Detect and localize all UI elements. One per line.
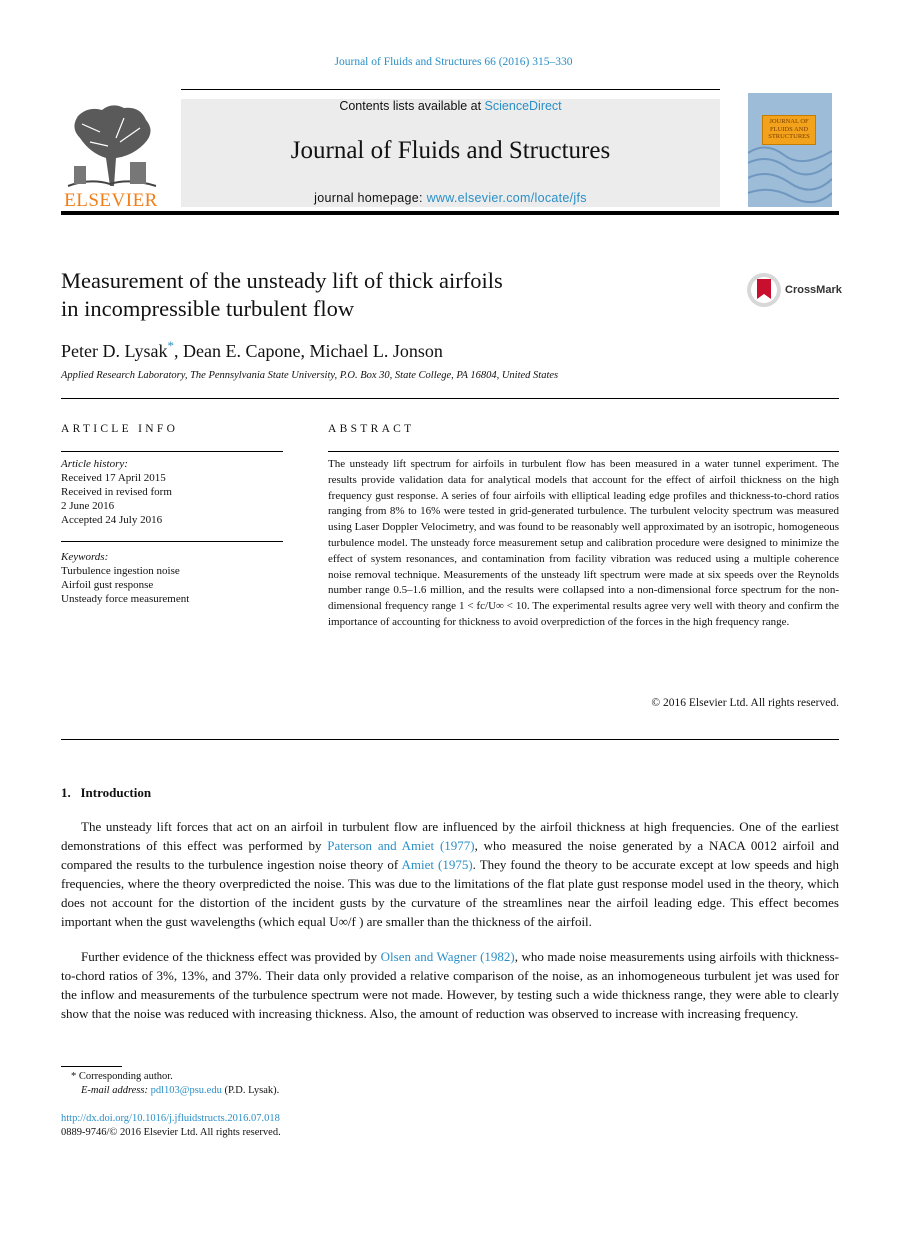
- keywords-label: Keywords:: [61, 551, 109, 563]
- keyword-item: Turbulence ingestion noise: [61, 565, 180, 577]
- citation-link[interactable]: Amiet (1975): [401, 856, 473, 872]
- homepage-link[interactable]: www.elsevier.com/locate/jfs: [426, 191, 587, 205]
- p2-text-b: , who made noise measurements using airfoils with thickness-to-chord ratios of 3%, 13%, and 37%. Their data only provided a relative comparison of the noise, as an inhomogeneous turbulent jet was used for the inflow and measurements of the turbulence spectrum were not made. However, by testing such a wide thickness range, they were able to clearly show that the noise was reduced with increasing thickness. Also, the amount of reduction was observed to increase with increasing frequency.: [61, 949, 840, 1021]
- keywords-rule: [61, 541, 283, 542]
- intro-paragraph-1: [61, 818, 839, 931]
- title-line-2: in incompressible turbulent flow: [61, 296, 355, 321]
- corresponding-note: * Corresponding author.: [71, 1071, 173, 1082]
- crossmark-icon: [746, 272, 782, 308]
- keyword-item: Airfoil gust response: [61, 579, 154, 591]
- title-line-1: Measurement of the unsteady lift of thick airfoils: [61, 268, 503, 293]
- citation-link[interactable]: Paterson and Amiet (1977): [327, 837, 475, 853]
- abstract-rule: [328, 451, 839, 452]
- crossmark-label: CrossMark: [785, 284, 842, 296]
- cover-pattern-icon: [748, 93, 832, 207]
- email-suffix: (P.D. Lysak).: [221, 1085, 280, 1096]
- history-revised: Received in revised form: [61, 486, 172, 498]
- history-label: Article history:: [61, 458, 128, 470]
- doi-link[interactable]: http://dx.doi.org/10.1016/j.jfluidstructs.2016.07.018: [61, 1113, 280, 1124]
- article-title: [61, 267, 503, 323]
- email-link[interactable]: pdl103@psu.edu: [150, 1085, 222, 1096]
- issn-line: 0889-9746/© 2016 Elsevier Ltd. All rights reserved.: [61, 1127, 281, 1138]
- homepage-prefix: journal homepage:: [314, 191, 427, 205]
- email-note: [81, 1084, 279, 1098]
- contents-line: [181, 99, 720, 113]
- journal-citation[interactable]: Journal of Fluids and Structures 66 (2016) 315–330: [334, 56, 573, 68]
- history-received: Received 17 April 2015: [61, 472, 166, 484]
- journal-title: Journal of Fluids and Structures: [290, 137, 611, 164]
- footnote-rule: [61, 1066, 122, 1067]
- p1-text-b: , who measured the noise generated by a NACA 0012 airfoil and compared the results to the turbulence ingestion noise theory of: [61, 837, 839, 872]
- history-accepted: Accepted 24 July 2016: [61, 514, 163, 526]
- keyword-item: Unsteady force measurement: [61, 593, 190, 605]
- abstract-heading: ABSTRACT: [328, 423, 415, 435]
- contents-prefix: Contents lists available at: [339, 99, 485, 113]
- article-history: [61, 457, 172, 527]
- article-info-rule: [61, 451, 283, 452]
- journal-cover: [748, 93, 832, 207]
- p1-text-c: . They found the theory to be accurate except at low speeds and high frequencies, where the theory overpredicted the noise. This was due to the limitations of the flat plate gust response model used in the theory, which does not account for the distortion of the incident gusts by the curvature of the streamlines near the airfoil leading edge. This effect becomes important when the gust wavelengths (which equal U∞/f ) are smaller than the thickness of the airfoil.: [61, 856, 840, 929]
- elsevier-logo: [60, 98, 162, 210]
- affiliation: Applied Research Laboratory, The Pennsylvania State University, P.O. Box 30, State College, PA 16804, United States: [61, 370, 559, 381]
- abstract-text: The unsteady lift spectrum for airfoils in turbulent flow has been measured in a water tunnel experiment. The results provide validation data for analytical models that account for the effect of airfoil thickness on the high frequency gust response. A series of four airfoils with elliptical leading edge profiles and thickness-to-chord ratios ranging from 8% to 16% were tested in grid-generated turbulence. The turbulent velocity spectrum was measured using Laser Doppler Velocimetry, and was found to be reasonably well approximated by an isotropic, homogeneous turbulence model. The unsteady force measurement setup and calibration procedure were designed to minimize the effect of system resonances, and contamination from facility vibration was reduced using a multiple coherence noise removal technique. Measurements of the unsteady lift spectrum were made at six speeds over the Reynolds number range 0.5–1.6 million, and the results were collapsed into a non-dimensional force spectrum for the non-dimensional frequency range 1 < fc/U∞ < 10. The experimental results agree very well with theory and confirm the importance of accounting for thickness to avoid overprediction of the forces in the high frequency range.: [328, 458, 839, 628]
- other-authors: , Dean E. Capone, Michael L. Jonson: [173, 341, 443, 361]
- intro-paragraph-2: [61, 948, 839, 1024]
- crossmark-badge[interactable]: [746, 272, 856, 308]
- keywords: [61, 550, 189, 606]
- p2-text-a: Further evidence of the thickness effect was provided by: [81, 949, 381, 964]
- divider: [61, 739, 839, 740]
- sciencedirect-link[interactable]: ScienceDirect: [484, 99, 562, 113]
- section-heading: 1. Introduction: [61, 785, 152, 800]
- cover-label: JOURNAL OF FLUIDS AND STRUCTURES: [762, 115, 816, 145]
- email-label: E-mail address:: [81, 1085, 151, 1096]
- homepage-line: [181, 191, 720, 205]
- article-info-heading: ARTICLE INFO: [61, 423, 179, 435]
- citation-link[interactable]: Olsen and Wagner (1982): [380, 949, 515, 964]
- divider: [61, 398, 839, 399]
- publisher-name: ELSEVIER: [64, 190, 158, 211]
- corresponding-mark[interactable]: *: [167, 338, 174, 353]
- history-revised-date: 2 June 2016: [61, 500, 115, 512]
- p1-text-a: The unsteady lift forces that act on an airfoil in turbulent flow are influenced by the airfoil thickness at high frequencies. One of the earliest demonstrations of this effect was performed by: [61, 819, 839, 853]
- journal-banner: [181, 99, 720, 207]
- header-thick-rule: [61, 211, 839, 215]
- author-lysak: Peter D. Lysak: [61, 341, 168, 361]
- author-list: [61, 338, 443, 362]
- header-rule: [181, 89, 720, 90]
- abstract-copyright: © 2016 Elsevier Ltd. All rights reserved.: [651, 697, 839, 709]
